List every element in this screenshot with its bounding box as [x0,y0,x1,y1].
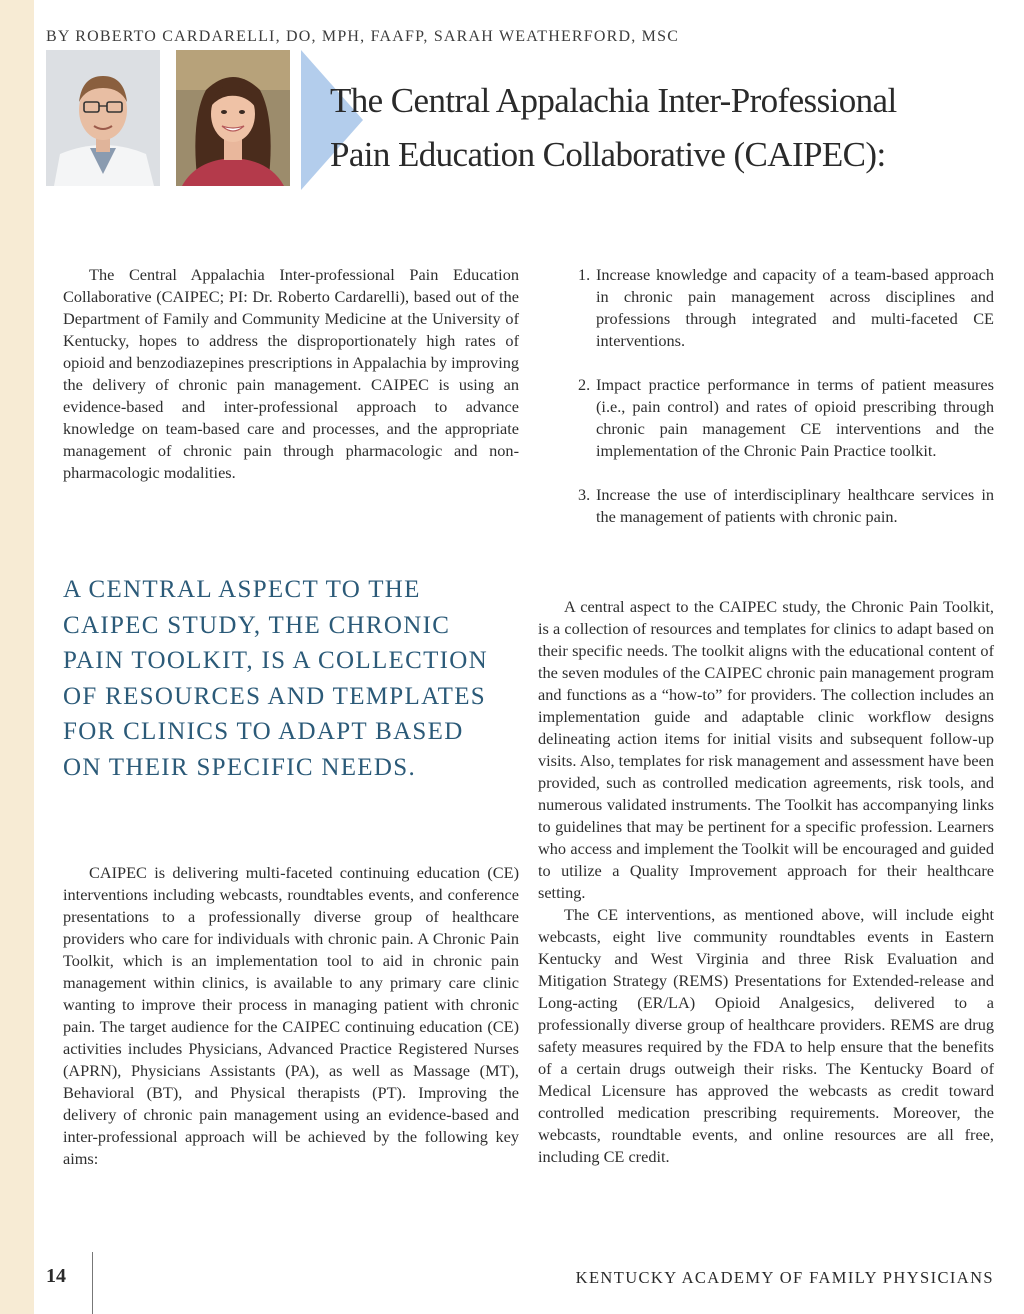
aim-number: 2. [578,375,591,394]
byline: BY ROBERTO CARDARELLI, DO, MPH, FAAFP, SARAH WEATHERFORD, MSC [46,28,680,45]
side-color-band [0,0,34,1314]
aim-number: 3. [578,485,591,504]
author-photo-cardarelli [46,50,160,186]
aim-item [578,484,994,528]
aim-item [578,374,994,462]
pull-quote: A CENTRAL ASPECT TO THE CAIPEC STUDY, THE CHRONIC PAIN TOOLKIT, IS A COLLECTION OF RESOURCES AND TEMPLATES FOR CLINICS TO ADAPT BASED ON THEIR SPECIFIC NEEDS. [63,576,488,781]
aim-text: Increase knowledge and capacity of a team-based approach in chronic pain management across disciplines and professions through integrated and multi-faceted CE interventions. [596,265,994,350]
delivery-column [63,862,519,1170]
footer-divider [92,1252,93,1314]
article-title [330,74,1010,182]
page-number: 14 [46,1265,66,1287]
aim-number: 1. [578,265,591,284]
delivery-paragraph: CAIPEC is delivering multi-faceted continuing education (CE) interventions including webcasts, roundtables events, and conference presentations to a professionally diverse group of healthcare providers who care for individuals with chronic pain. A Chronic Pain Toolkit, which is an implementation tool to aid in chronic pain management within clinics, is available to any primary care clinic wanting to improve their process in managing patient with chronic pain. The target audience for the CAIPEC continuing education (CE) activities includes Physicians, Advanced Practice Registered Nurses (APRN), Physicians Assistants (PA), as well as Massage (MT), Behavioral (BT), and Physical therapists (PT). Improving the delivery of chronic pain management using an evidence-based and inter-professional approach will be achieved by the following key aims: [63,863,519,1168]
toolkit-paragraph: A central aspect to the CAIPEC study, the Chronic Pain Toolkit, is a collection of resources and templates for clinics to adapt based on their specific needs. The toolkit aligns with the educational content of the seven modules of the CAIPEC chronic pain management program and functions as a “how-to” for providers. The collection includes an implementation guide and adaptable clinic workflow designs delineating action items for initial visits and subsequent follow-up visits. Also, templates for risk management and assessment have been provided, such as controlled medication agreements, risk tools, and numerous validated instruments. The Toolkit has accompanying links to guidelines that may be pertinent for a specific profession. Learners who access and implement the Toolkit will be encouraged and guided to utilize a Quality Improvement approach for their healthcare setting. [538,597,994,902]
right-column [538,596,994,1168]
aim-text: Increase the use of interdisciplinary healthcare services in the management of patients with chronic pain. [596,485,994,526]
intro-column [63,264,519,484]
ce-paragraph: The CE interventions, as mentioned above, will include eight webcasts, eight live community roundtables events in Eastern Kentucky and West Virginia and three Risk Evaluation and Mitigation Strategy (REMS) Presentations for Extended-release and Long-acting (ER/LA) Opioid Analgesics, delivered to a professionally diverse group of healthcare providers. REMS are drug safety measures required by the FDA to help ensure that the benefits of a certain drugs outweigh their risks. The Kentucky Board of Medical Licensure has approved the webcasts as credit toward controlled medication prescribing requirements. Moreover, the webcasts, roundtable events, and online resources are all free, including CE credit. [538,905,994,1166]
aim-text: Impact practice performance in terms of patient measures (i.e., pain control) and rates of opioid prescribing through chronic pain management CE interventions and the implementation of the Chronic Pain Practice toolkit. [596,375,994,460]
key-aims-list [578,264,994,550]
title-line-2: Pain Education Collaborative (CAIPEC): [330,135,886,174]
author-photo-weatherford [176,50,290,186]
publication-name: KENTUCKY ACADEMY OF FAMILY PHYSICIANS [575,1268,994,1287]
title-line-1: The Central Appalachia Inter-Professional [330,81,897,120]
aim-item [578,264,994,352]
intro-paragraph: The Central Appalachia Inter-professional Pain Education Collaborative (CAIPEC; PI: Dr. Roberto Cardarelli), based out of the Department of Family and Community Medicine at the University of Kentucky, hopes to address the disproportionately high rates of opioid and benzodiazepines prescriptions in Appalachia by improving the delivery of chronic pain management. CAIPEC is using an evidence-based and inter-professional approach to advance knowledge on team-based care and processes, and the appropriate management of chronic pain through pharmacologic and non-pharmacologic modalities. [63,265,519,482]
